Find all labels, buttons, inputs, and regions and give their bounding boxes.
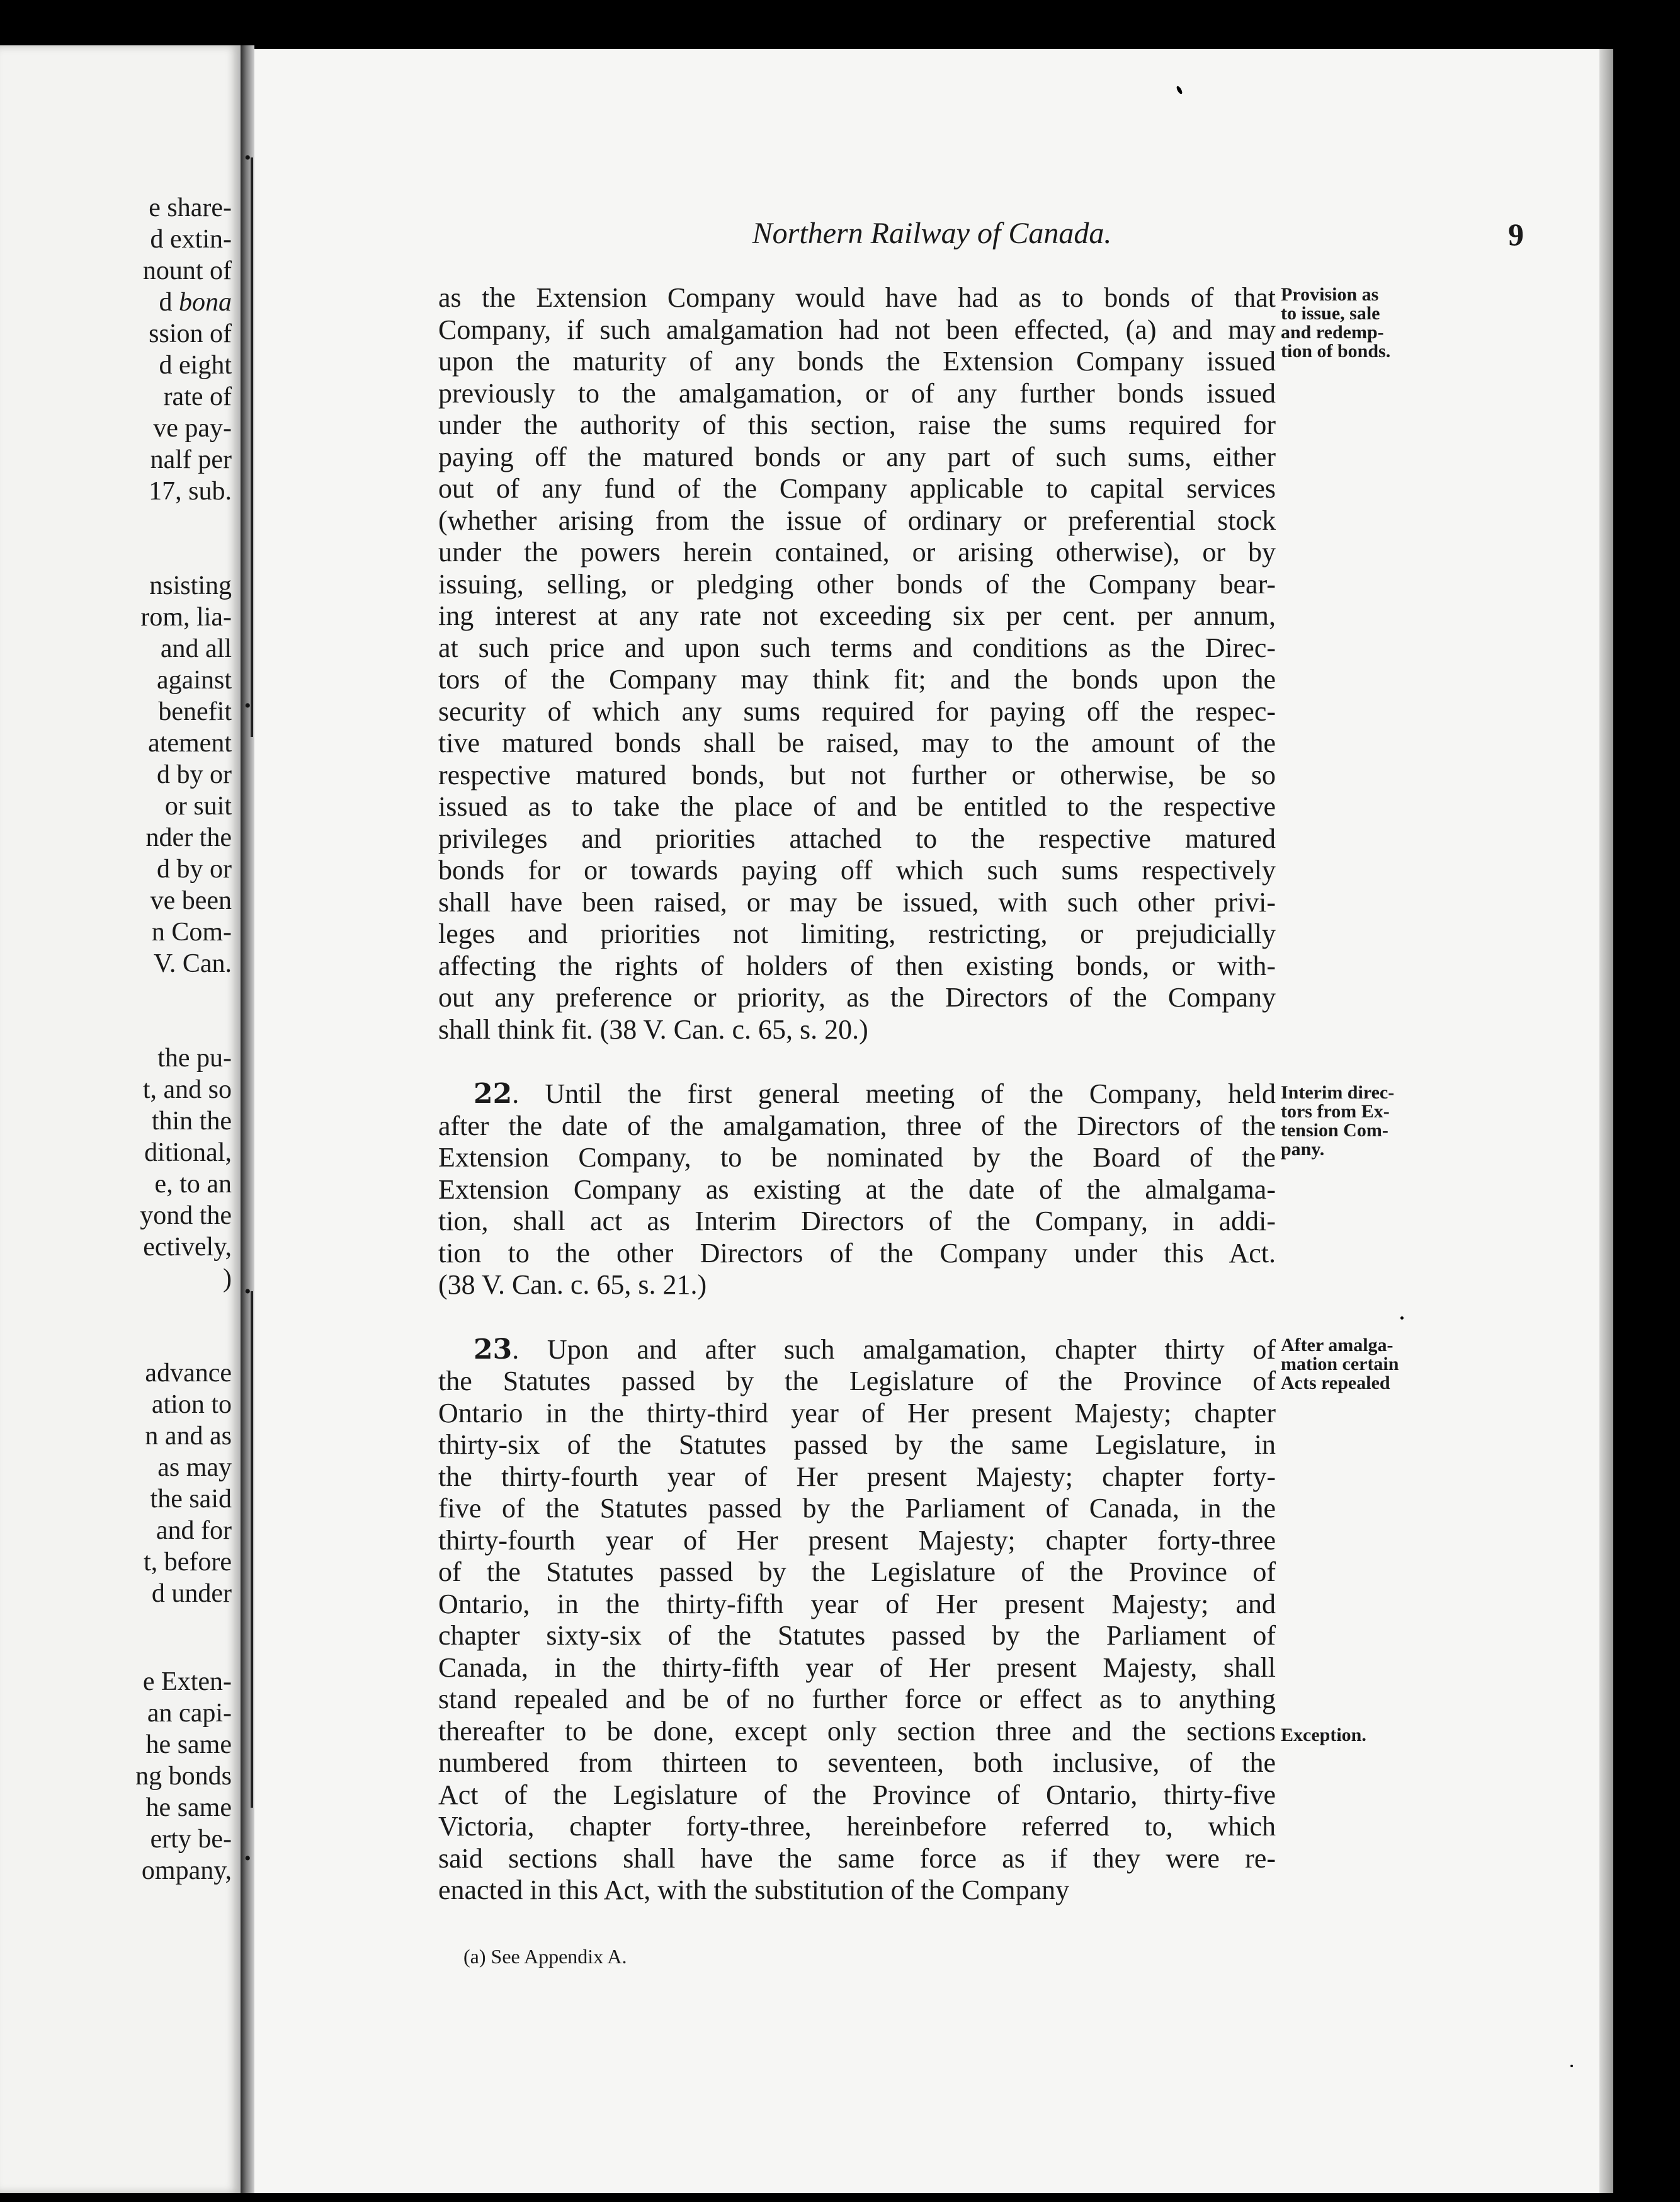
paragraph-line	[438, 473, 1276, 505]
line-text: shall have been raised, or may be issued, with such other privi-	[438, 886, 1276, 918]
left-page-fragment: d extin-	[150, 225, 232, 254]
line-text: numbered from thirteen to seventeen, both inclusive, of the	[438, 1747, 1276, 1778]
line-text: under the authority of this section, raise the sums required for	[438, 409, 1276, 440]
sidenote-exception	[1281, 1726, 1366, 1745]
left-page-fragment: the pu-	[157, 1044, 232, 1073]
left-page-fragment: he same	[145, 1730, 232, 1759]
page-number: 9	[1508, 217, 1524, 252]
line-text: five of the Statutes passed by the Parliament of Canada, in the	[438, 1493, 1276, 1524]
left-page-fragment: 17, sub.	[149, 477, 232, 506]
left-page-fragment: the said	[150, 1485, 232, 1514]
left-page-fragment: rom, lia-	[140, 603, 232, 632]
line-text: leges and priorities not limiting, restricting, or prejudicially	[438, 918, 1276, 949]
left-page-fragment: advance	[145, 1359, 232, 1388]
line-text: . Until the first general meeting of the Company, held	[512, 1078, 1276, 1109]
section-23-line	[438, 1461, 1276, 1493]
section-23-line	[438, 1620, 1276, 1652]
line-text: thirty-fourth year of Her present Majesty; chapter forty-three	[438, 1524, 1276, 1556]
sidenote-acts-repealed	[1281, 1336, 1399, 1393]
line-text: (38 V. Can. c. 65, s. 21.)	[438, 1269, 707, 1300]
section-23-line	[438, 1589, 1276, 1621]
line-text: Extension Company as existing at the date of the almalgama-	[438, 1173, 1276, 1205]
line-text: said sections shall have the same force as if they were re-	[438, 1842, 1276, 1874]
paragraph-line	[438, 982, 1276, 1014]
section-number: 22	[474, 1078, 513, 1110]
paragraph-line	[438, 950, 1276, 983]
line-text: ing interest at any rate not exceeding six per cent. per annum,	[438, 600, 1276, 631]
paragraph-line	[438, 855, 1276, 887]
sidenote-line: tors from Ex-	[1281, 1101, 1390, 1122]
line-text: Ontario, in the thirty-fifth year of Her present Majesty; and	[438, 1588, 1276, 1619]
line-text: of the Statutes passed by the Legislature of the Province of	[438, 1556, 1276, 1587]
section-22-line	[438, 1174, 1276, 1206]
section-23-line	[438, 1334, 1276, 1366]
line-text: upon the maturity of any bonds the Extension Company issued	[438, 346, 1276, 377]
line-text: issuing, selling, or pledging other bonds of the Company bear-	[438, 568, 1276, 600]
binding-stitch-mid: •	[244, 695, 251, 716]
paragraph-line	[438, 918, 1276, 950]
left-page-fragment: benefit	[158, 697, 232, 726]
left-page-fragment: n and as	[145, 1422, 232, 1451]
line-text: out of any fund of the Company applicable to capital services	[438, 473, 1276, 504]
line-text: enacted in this Act, with the substitution of the Company	[438, 1874, 1070, 1905]
left-page-fragment: d under	[151, 1579, 232, 1608]
section-23-line	[438, 1684, 1276, 1716]
left-page-fragment: d by or	[157, 855, 232, 884]
binding-thread-top	[251, 157, 253, 737]
paragraph-line	[438, 378, 1276, 410]
binding-stitch-top: •	[244, 147, 251, 168]
line-text: the thirty-fourth year of Her present Majesty; chapter forty-	[438, 1461, 1276, 1492]
left-page-fragment: ompany,	[141, 1856, 232, 1885]
left-page-fragment: V. Can.	[153, 949, 232, 978]
line-text: tive matured bonds shall be raised, may to the amount of the	[438, 727, 1276, 758]
body-text	[438, 282, 1276, 1907]
left-page-fragment: ve been	[150, 886, 232, 915]
left-page-fragment: )	[223, 1264, 232, 1293]
left-page-fragment: as may	[157, 1453, 232, 1482]
left-page-fragment: erty be-	[150, 1825, 232, 1854]
section-23-line	[438, 1652, 1276, 1684]
left-page-fragment: thin the	[151, 1107, 232, 1136]
section-23-line	[438, 1843, 1276, 1875]
paragraph-line	[438, 823, 1276, 855]
section-23-line	[438, 1493, 1276, 1525]
section-22-line	[438, 1110, 1276, 1143]
binding-stitch-lower: •	[244, 1281, 251, 1302]
paragraph-line	[438, 887, 1276, 919]
left-page-fragment: nder the	[145, 823, 232, 852]
section-gap	[438, 1301, 1276, 1334]
paper-speck	[1176, 85, 1183, 94]
line-text: chapter sixty-six of the Statutes passed by the Parliament of	[438, 1620, 1276, 1651]
left-page-fragment: nount of	[142, 256, 232, 285]
sidenote-line: pany.	[1281, 1139, 1325, 1160]
paragraph-line	[438, 727, 1276, 760]
footnote: (a) See Appendix A.	[463, 1945, 627, 1968]
section-23-line	[438, 1525, 1276, 1557]
section-22-line	[438, 1142, 1276, 1174]
line-text: at such price and upon such terms and conditions as the Direc-	[438, 632, 1276, 663]
page-header	[254, 216, 1599, 260]
paragraph-line	[438, 537, 1276, 569]
paragraph-line	[438, 600, 1276, 632]
section-22-line	[438, 1269, 1276, 1301]
line-text: Ontario in the thirty-third year of Her present Majesty; chapter	[438, 1397, 1276, 1429]
document-page	[254, 49, 1599, 2193]
line-text: tion, shall act as Interim Directors of the Company, in addi-	[438, 1206, 1276, 1236]
left-page-fragment: e Exten-	[142, 1667, 232, 1696]
left-page-fragment: t, before	[144, 1548, 232, 1577]
section-23-line	[438, 1366, 1276, 1398]
paragraph-line	[438, 409, 1276, 442]
line-text: shall think fit. (38 V. Can. c. 65, s. 20.)	[438, 1013, 868, 1045]
section-23-line	[438, 1716, 1276, 1748]
page-edge	[1599, 49, 1613, 2193]
binding-thread-bottom	[251, 1291, 253, 1808]
paragraph-line	[438, 442, 1276, 474]
sidenote-line: After amalga-	[1281, 1335, 1393, 1355]
line-text: previously to the amalgamation, or of any further bonds issued	[438, 377, 1276, 409]
section-22-line	[438, 1078, 1276, 1110]
section-23-line	[438, 1811, 1276, 1843]
sidenote-line: tension Com-	[1281, 1120, 1388, 1141]
line-text: tors of the Company may think fit; and the bonds upon the	[438, 664, 1276, 695]
left-page-fragment: atement	[148, 729, 232, 758]
sidenote-line: to issue, sale	[1281, 303, 1380, 324]
line-text: out any preference or priority, as the Directors of the Company	[438, 982, 1276, 1013]
line-text: Extension Company, to be nominated by the Board of the	[438, 1142, 1276, 1173]
sidenote-line: mation certain	[1281, 1354, 1399, 1374]
line-text: security of which any sums required for paying off the respec-	[438, 695, 1276, 727]
line-text: thirty-six of the Statutes passed by the same Legislature, in	[438, 1429, 1276, 1460]
left-page-fragment: yond the	[140, 1201, 232, 1230]
line-text: bonds for or towards paying off which such sums respectively	[438, 855, 1276, 886]
sidenote-line: tion of bonds.	[1281, 341, 1391, 362]
line-text: thereafter to be done, except only section three and the sections	[438, 1715, 1276, 1747]
left-page-fragment: ng bonds	[135, 1762, 232, 1791]
section-gap	[438, 1046, 1276, 1078]
paragraph-line	[438, 282, 1276, 314]
left-page-fragment: n Com-	[151, 918, 232, 947]
left-page-fragment: t, and so	[142, 1075, 232, 1104]
line-text: Company, if such amalgamation had not been effected, (a) and may	[438, 314, 1276, 345]
paragraph-line	[438, 791, 1276, 823]
paragraph-line	[438, 346, 1276, 378]
section-23-line	[438, 1556, 1276, 1589]
line-text: issued as to take the place of and be entitled to the respective	[438, 791, 1276, 822]
line-text: respective matured bonds, but not further or otherwise, be so	[438, 759, 1276, 790]
sidenote-line: Exception.	[1281, 1725, 1366, 1745]
paragraph-line	[438, 569, 1276, 601]
sidenote-provision-bonds	[1281, 285, 1390, 361]
left-facing-page	[0, 45, 241, 2193]
left-page-fragment: nsisting	[149, 571, 232, 600]
section-22-line	[438, 1206, 1276, 1238]
line-text: stand repealed and be of no further force or effect as to anything	[438, 1684, 1276, 1714]
left-page-fragment: an capi-	[147, 1699, 232, 1728]
line-text: tion to the other Directors of the Company under this Act.	[438, 1237, 1276, 1269]
left-page-fragment: and all	[160, 634, 232, 663]
paragraph-line	[438, 760, 1276, 792]
sidenote-line: Interim direc-	[1281, 1082, 1395, 1103]
left-page-fragment: rate of	[163, 382, 232, 411]
line-text: affecting the rights of holders of then existing bonds, or with-	[438, 950, 1276, 981]
line-text: Act of the Legislature of the Province of Ontario, thirty-five	[438, 1779, 1276, 1810]
paragraph-line	[438, 664, 1276, 696]
left-page-fragment: he same	[145, 1793, 232, 1822]
section-23-line	[438, 1779, 1276, 1811]
paragraph-line	[438, 314, 1276, 346]
section-23-line	[438, 1398, 1276, 1430]
sidenote-line: Acts repealed	[1281, 1372, 1390, 1393]
binding-stitch-bottom: •	[244, 1848, 251, 1869]
line-text: privileges and priorities attached to the respective matured	[438, 823, 1276, 854]
section-22-line	[438, 1238, 1276, 1270]
left-page-fragment: ssion of	[149, 319, 232, 348]
paragraph-line	[438, 696, 1276, 728]
paper-speck	[1570, 2065, 1573, 2067]
sidenote-line: and redemp-	[1281, 322, 1384, 343]
line-text: (whether arising from the issue of ordinary or preferential stock	[438, 505, 1276, 536]
paragraph-line	[438, 632, 1276, 665]
left-page-fragment: against	[157, 666, 232, 695]
line-text: Victoria, chapter forty-three, hereinbefore referred to, which	[438, 1811, 1276, 1842]
left-page-fragment: ectively,	[143, 1233, 232, 1262]
section-23-line	[438, 1429, 1276, 1461]
sidenote-line: Provision as	[1281, 284, 1379, 305]
paragraph-line	[438, 1014, 1276, 1046]
section-23-line	[438, 1874, 1276, 1907]
running-title: Northern Railway of Canada.	[752, 217, 1112, 250]
left-page-fragment: e, to an	[154, 1170, 232, 1199]
section-number: 23	[474, 1333, 513, 1366]
left-page-fragment: nalf per	[150, 445, 232, 474]
line-text: as the Extension Company would have had as to bonds of that	[438, 282, 1276, 313]
left-page-fragment: or suit	[164, 792, 232, 821]
line-text: paying off the matured bonds or any part of such sums, either	[438, 441, 1276, 472]
line-text: . Upon and after such amalgamation, chapter thirty of	[512, 1333, 1276, 1365]
line-text: after the date of the amalgamation, three of the Directors of the	[438, 1110, 1276, 1141]
left-page-fragment: d eight	[159, 351, 232, 380]
left-page-fragment: and for	[156, 1516, 232, 1545]
section-23-line	[438, 1747, 1276, 1779]
sidenote-interim-directors	[1281, 1083, 1394, 1159]
paragraph-line	[438, 505, 1276, 537]
paper-speck	[1400, 1316, 1404, 1320]
left-page-fragment: d by or	[157, 760, 232, 789]
left-page-fragment: ve pay-	[153, 414, 232, 443]
left-page-fragment: d bona	[159, 288, 232, 317]
left-page-fragment: e share-	[149, 193, 232, 222]
line-text: the Statutes passed by the Legislature of the Province of	[438, 1366, 1276, 1396]
line-text: Canada, in the thirty-fifth year of Her present Majesty, shall	[438, 1652, 1276, 1683]
left-page-fragment: ation to	[151, 1390, 232, 1419]
line-text: under the powers herein contained, or arising otherwise), or by	[438, 537, 1276, 568]
left-page-fragment: ditional,	[144, 1138, 232, 1167]
